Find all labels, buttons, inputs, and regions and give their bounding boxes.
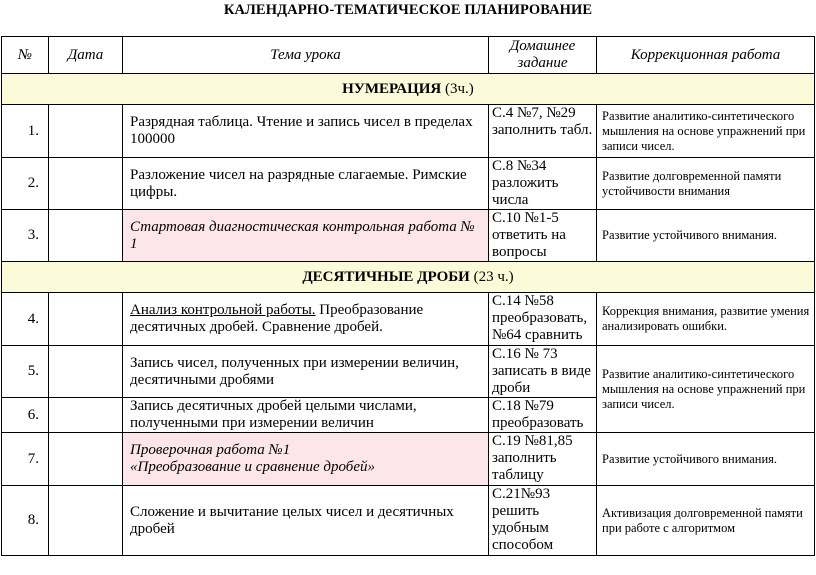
row-topic [123,433,489,486]
row-homework: С.14 №58 преобразовать, №64 сравнить [489,293,597,346]
planning-table [1,36,815,556]
row-number: 4. [2,293,49,346]
header-homework: Домашнее задание [489,37,597,74]
row-correction: Развитие долговременной памяти устойчивости внимания [597,158,815,210]
row-date [49,158,123,210]
header-row [2,37,815,74]
row-topic-line2: «Преобразование и сравнение дробей» [130,459,376,475]
row-topic-rest: Преобразование десятичных дробей. Сравнение дробей. [130,302,424,335]
row-correction: Развитие устойчивого внимания. [597,210,815,262]
page-title: КАЛЕНДАРНО-ТЕМАТИЧЕСКОЕ ПЛАНИРОВАНИЕ [223,2,593,18]
row-number: 5. [2,346,49,398]
section-title: НУМЕРАЦИЯ (3ч.) [2,74,815,105]
row-number: 6. [2,398,49,433]
header-topic: Тема урока [123,37,489,74]
table-row [2,158,815,210]
row-number: 3. [2,210,49,262]
table-row [2,105,815,158]
table-row [2,346,815,398]
row-homework: С.18 №79 преобразовать [489,398,597,433]
header-num: № [2,37,49,74]
row-topic: Разрядная таблица. Чтение и запись чисел в пределах 100000 [123,105,489,158]
row-topic: Запись десятичных дробей целыми числами, полученными при измерении величин [123,398,489,433]
row-topic [123,293,489,346]
row-date [49,293,123,346]
row-correction: Развитие устойчивого внимания. [597,433,815,486]
header-date: Дата [49,37,123,74]
row-correction: Коррекция внимания, развитие умения анализировать ошибки. [597,293,815,346]
table-row [2,433,815,486]
table-row [2,293,815,346]
header-correction: Коррекционная работа [597,37,815,74]
table-row [2,486,815,556]
row-number: 1. [2,105,49,158]
row-date [49,398,123,433]
row-date [49,105,123,158]
row-date [49,210,123,262]
row-number: 2. [2,158,49,210]
row-homework: С.21№93 решить удобным способом [489,486,597,556]
section-row-numeration [2,74,815,105]
row-homework: С.16 № 73 записать в виде дроби [489,346,597,398]
row-correction: Развитие аналитико-синтетического мышления на основе упражнений при записи чисел. [597,105,815,158]
row-homework: С.4 №7, №29 заполнить табл. [489,105,597,158]
row-topic-underlined: Анализ контрольной работы. [130,302,316,318]
row-topic: Стартовая диагностическая контрольная работа № 1 [123,210,489,262]
row-date [49,486,123,556]
row-date [49,433,123,486]
row-homework: С.10 №1-5 ответить на вопросы [489,210,597,262]
row-topic: Запись чисел, полученных при измерении величин, десятичными дробями [123,346,489,398]
row-homework: С.19 №81,85 заполнить таблицу [489,433,597,486]
table-row [2,210,815,262]
row-topic: Разложение чисел на разрядные слагаемые. Римские цифры. [123,158,489,210]
row-homework: С.8 №34 разложить числа [489,158,597,210]
row-correction: Активизация долговременной памяти при работе с алгоритмом [597,486,815,556]
row-number: 7. [2,433,49,486]
row-topic: Сложение и вычитание целых чисел и десятичных дробей [123,486,489,556]
row-topic-line1: Проверочная работа №1 [130,442,291,458]
row-correction: Развитие аналитико-синтетического мышления на основе упражнений при записи чисел. [597,346,815,433]
section-title: ДЕСЯТИЧНЫЕ ДРОБИ (23 ч.) [2,262,815,293]
section-row-decimals [2,262,815,293]
row-number: 8. [2,486,49,556]
row-date [49,346,123,398]
